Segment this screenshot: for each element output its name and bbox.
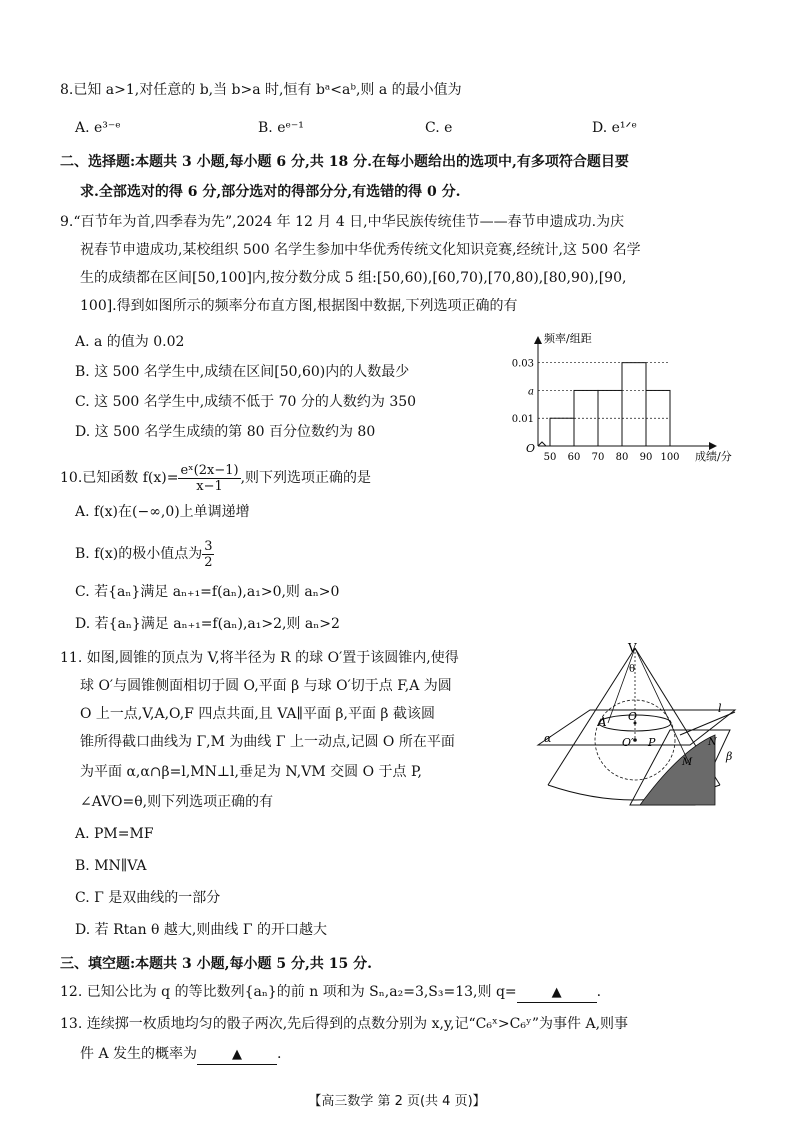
- x-tick-label: 80: [615, 452, 629, 463]
- q9-option-b: B. 这 500 名学生中,成绩在区间[50,60)内的人数最少: [75, 364, 410, 380]
- q11-option-d: D. 若 Rtan θ 越大,则曲线 Γ 的开口越大: [75, 922, 327, 938]
- x-tick-label: 50: [543, 452, 557, 463]
- label-theta: θ: [629, 664, 636, 675]
- label-l: l: [718, 702, 722, 715]
- origin-label: O: [526, 442, 536, 455]
- q9-option-a: A. a 的值为 0.02: [75, 334, 185, 350]
- q10-stem: [60, 460, 371, 496]
- histogram-bar: [550, 418, 574, 446]
- q9-option-c: C. 这 500 名学生中,成绩不低于 70 分的人数约为 350: [75, 394, 417, 410]
- cone-sphere-figure: [530, 640, 745, 815]
- line-vm: [635, 648, 690, 765]
- q10-option-a: A. f(x)在(−∞,0)上单调递增: [75, 504, 250, 520]
- q8-option-b: B. eᵉ⁻¹: [258, 120, 304, 136]
- q10-stem-prefix: 10.已知函数 f(x)=: [60, 470, 179, 486]
- q10-option-b: [75, 536, 214, 572]
- section2-heading-cont: 求.全部选对的得 6 分,部分选对的得部分分,有选错的得 0 分.: [80, 184, 461, 200]
- q10-option-c: C. 若{aₙ}满足 aₙ₊₁=f(aₙ),a₁>0,则 aₙ>0: [75, 584, 340, 600]
- q10-option-b-denominator: 2: [204, 554, 213, 570]
- x-tick-label: 70: [591, 452, 605, 463]
- label-m: M: [682, 757, 693, 768]
- q9-stem-line1: 9.“百节年为首,四季春为先”,2024 年 12 月 4 日,中华民族传统佳节——春节申遗成功.为庆: [60, 214, 625, 230]
- q13-end: .: [277, 1046, 282, 1062]
- q11-stem-line2: 球 O′与圆锥侧面相切于圆 O,平面 β 与球 O′切于点 F,A 为圆: [80, 678, 452, 694]
- q8-stem: 8.已知 a>1,对任意的 b,当 b>a 时,恒有 bᵃ<aᵇ,则 a 的最小值为: [60, 82, 462, 98]
- q9-option-d: D. 这 500 名学生成绩的第 80 百分位数约为 80: [75, 424, 376, 440]
- q12-end: .: [596, 984, 602, 1000]
- histogram-bar: [622, 363, 646, 446]
- label-v: V: [628, 641, 637, 655]
- q12-answer-blank: ▲: [517, 984, 597, 1003]
- x-axis-label: 成绩/分: [695, 450, 732, 463]
- q13-stem-line1: 13. 连续掷一枚质地均匀的骰子两次,先后得到的点数分别为 x,y,记“C₆ˣ>C₆ʸ”为事件 A,则事: [60, 1016, 629, 1032]
- label-a: A: [598, 715, 607, 729]
- q10-frac-numerator: eˣ(2x−1): [180, 462, 239, 478]
- x-tick-label: 90: [639, 452, 653, 463]
- q13-text: 件 A 发生的概率为: [80, 1046, 198, 1062]
- point-o-prime: [633, 738, 637, 742]
- y-tick-label: a: [528, 386, 534, 398]
- q10-option-b-numerator: 3: [204, 538, 213, 554]
- q11-stem-line5: 为平面 α,α∩β=l,MN⊥l,垂足为 N,VM 交圆 O 于点 P,: [80, 764, 422, 780]
- q13-stem-line2: [80, 1044, 281, 1065]
- q10-option-b-prefix: B. f(x)的极小值点为: [75, 546, 203, 562]
- label-p: P: [648, 736, 656, 749]
- q8-option-c: C. e: [425, 120, 453, 136]
- y-tick-label: 0.01: [511, 414, 534, 426]
- label-o: O: [628, 710, 638, 723]
- label-alpha: α: [544, 732, 552, 745]
- q10-frac-denominator: x−1: [196, 478, 223, 494]
- y-axis-label: 频率/组距: [544, 332, 592, 345]
- q9-stem-line4: 100].得到如图所示的频率分布直方图,根据图中数据,下列选项正确的有: [80, 298, 518, 314]
- q11-stem-line1: 11. 如图,圆锥的顶点为 V,将半径为 R 的球 O′置于该圆锥内,使得: [60, 650, 459, 666]
- section3-heading: 三、填空题:本题共 3 小题,每小题 5 分,共 15 分.: [60, 956, 372, 972]
- q11-option-a: A. PM=MF: [75, 826, 154, 842]
- x-tick-label: 60: [567, 452, 581, 463]
- q11-option-c: C. Γ 是双曲线的一部分: [75, 890, 221, 906]
- section2-heading: 二、选择题:本题共 3 小题,每小题 6 分,共 18 分.在每小题给出的选项中,有多项符合题目要: [60, 154, 629, 170]
- q8-option-a: A. e³⁻ᵉ: [75, 120, 121, 136]
- x-tick-label: 100: [660, 452, 680, 463]
- frequency-histogram: [500, 328, 745, 473]
- q12-stem: [60, 982, 601, 1003]
- q11-option-b: B. MN∥VA: [75, 858, 147, 874]
- axis-break: [538, 442, 550, 446]
- y-tick-label: 0.03: [511, 358, 534, 370]
- q9-stem-line2: 祝春节申遗成功,某校组织 500 名学生参加中华优秀传统文化知识竞赛,经统计,这 500 名学: [80, 242, 641, 258]
- q10-stem-suffix: ,则下列选项正确的是: [240, 470, 372, 486]
- q10-option-d: D. 若{aₙ}满足 aₙ₊₁=f(aₙ),a₁>2,则 aₙ>2: [75, 616, 340, 632]
- q8-option-d: D. e¹ᐟᵉ: [592, 120, 637, 136]
- q9-stem-line3: 生的成绩都在区间[50,100]内,按分数分成 5 组:[50,60),[60,70),[70,80),[80,90),[90,: [80, 270, 627, 286]
- q13-answer-blank: ▲: [197, 1046, 277, 1065]
- page-footer: 【高三数学 第 2 页(共 4 页)】: [308, 1094, 486, 1109]
- q11-stem-line6: ∠AVO=θ,则下列选项正确的有: [80, 794, 274, 810]
- cone-left-edge: [548, 648, 638, 785]
- q12-text: 12. 已知公比为 q 的等比数列{aₙ}的前 n 项和为 Sₙ,a₂=3,S₃=13,则 q=: [60, 984, 517, 1000]
- label-o-prime: O′: [622, 736, 634, 749]
- label-beta: β: [726, 750, 733, 763]
- q11-stem-line3: O 上一点,V,A,O,F 四点共面,且 VA∥平面 β,平面 β 截该圆: [80, 706, 435, 722]
- q10-option-b-fraction: [202, 539, 214, 570]
- label-n: N: [708, 737, 717, 748]
- q10-function-fraction: [178, 463, 240, 494]
- q11-stem-line4: 锥所得截口曲线为 Γ,M 为曲线 Γ 上一动点,记圆 O 所在平面: [80, 734, 455, 750]
